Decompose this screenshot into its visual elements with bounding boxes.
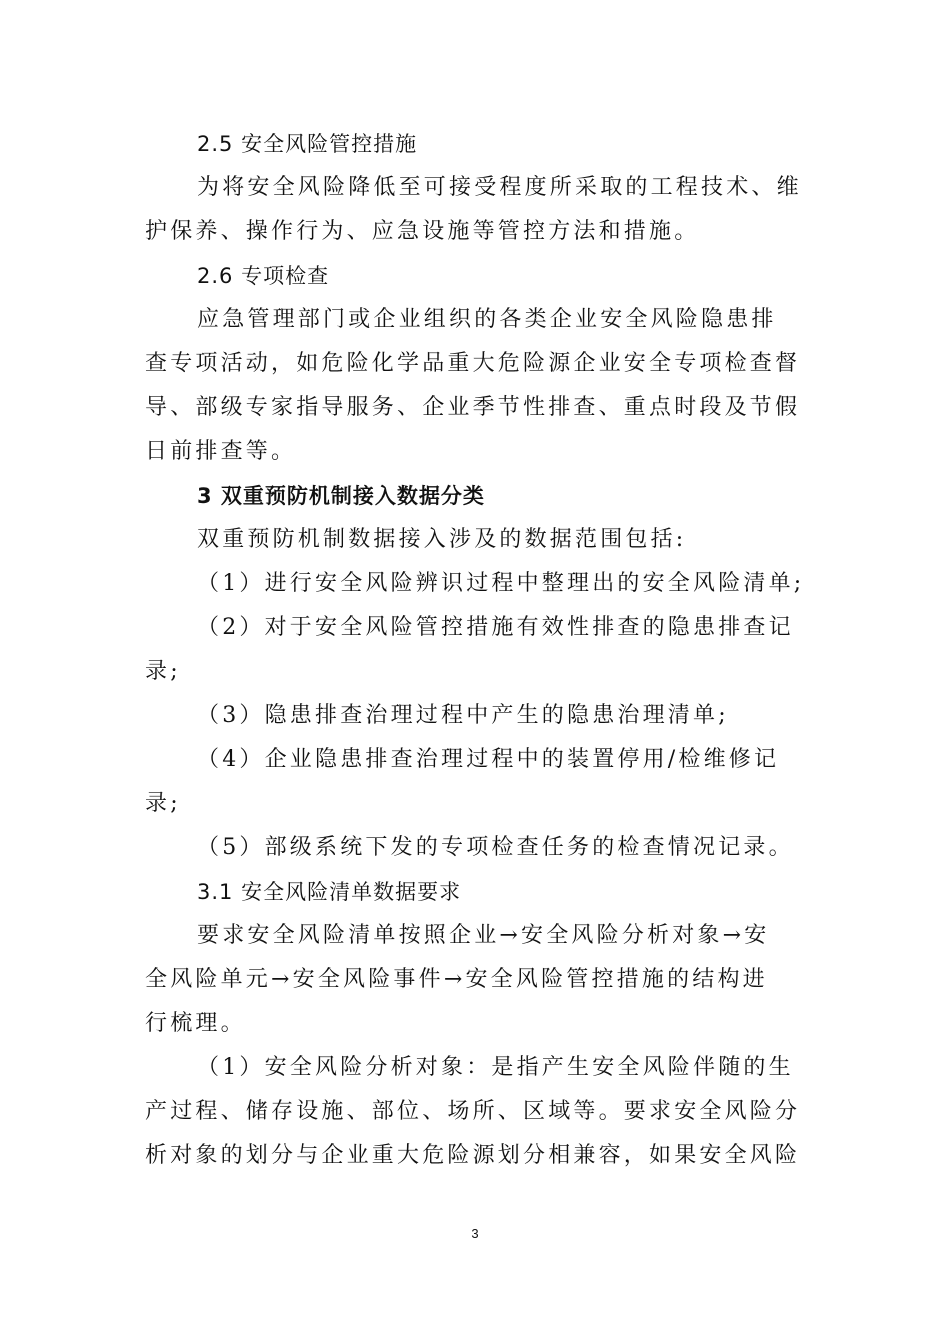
paragraph-line: 双重预防机制数据接入涉及的数据范围包括: [197,527,687,552]
section-heading-2-5: 2.5 安全风险管控措施 [197,132,418,156]
paragraph-line: 行梳理。 [145,1011,246,1036]
list-item: （5）部级系统下发的专项检查任务的检查情况记录。 [197,835,794,860]
paragraph-line: 应急管理部门或企业组织的各类企业安全风险隐患排 [197,307,777,332]
page-number: 3 [471,1226,479,1241]
paragraph-line: 查专项活动，如危险化学品重大危险源企业安全专项检查督 [145,351,801,376]
paragraph-line: 产过程、储存设施、部位、场所、区域等。要求安全风险分 [145,1099,801,1124]
list-item-continuation: 录; [145,659,181,684]
list-item: （1）安全风险分析对象：是指产生安全风险伴随的生 [197,1055,794,1080]
list-item: （4）企业隐患排查治理过程中的装置停用/检维修记 [197,747,780,772]
document-body [145,122,810,1178]
list-item: （3）隐患排查治理过程中产生的隐患治理清单; [197,703,729,728]
list-item: （2）对于安全风险管控措施有效性排查的隐患排查记 [197,615,794,640]
section-heading-3: 3 双重预防机制接入数据分类 [197,484,485,508]
paragraph-line: 导、部级专家指导服务、企业季节性排查、重点时段及节假 [145,395,801,420]
paragraph-line: 全风险单元→安全风险事件→安全风险管控措施的结构进 [145,967,768,992]
section-heading-3-1: 3.1 安全风险清单数据要求 [197,880,462,904]
list-item: （1）进行安全风险辨识过程中整理出的安全风险清单; [197,571,805,596]
section-heading-2-6: 2.6 专项检查 [197,264,330,288]
paragraph-line: 为将安全风险降低至可接受程度所采取的工程技术、维 [197,175,802,200]
list-item-continuation: 录; [145,791,181,816]
paragraph-line: 日前排查等。 [145,439,297,464]
paragraph-line: 要求安全风险清单按照企业→安全风险分析对象→安 [197,923,770,948]
paragraph-line: 析对象的划分与企业重大危险源划分相兼容，如果安全风险 [145,1143,801,1168]
paragraph-line: 护保养、操作行为、应急设施等管控方法和措施。 [145,219,700,244]
